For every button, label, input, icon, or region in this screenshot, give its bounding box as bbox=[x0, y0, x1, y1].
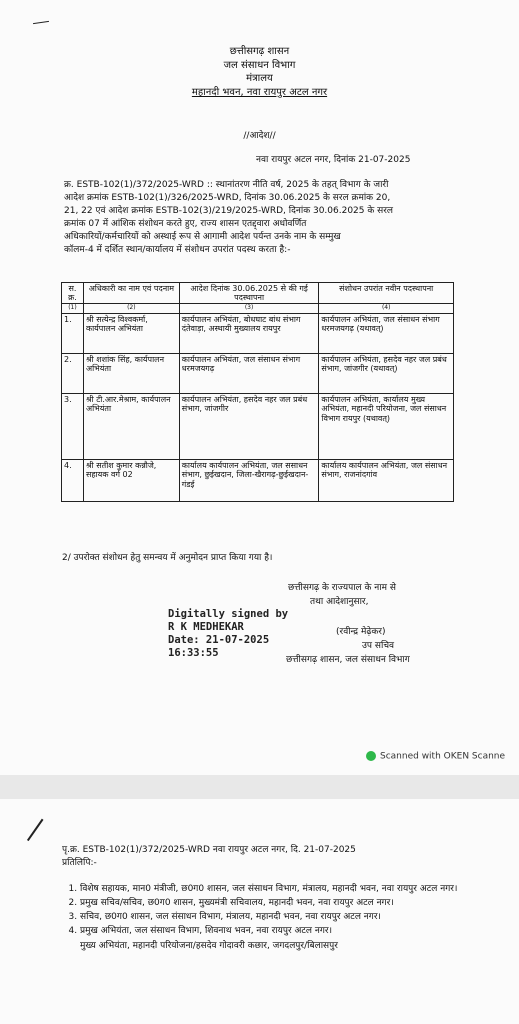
body-line: क्रमांक 07 में आंशिक संशोधन करते हुए, राज्य शासन एतद्द्वारा अधोवर्णित bbox=[64, 219, 307, 229]
signature-line: 16:33:55 bbox=[168, 647, 219, 660]
column-header: संशोधन उपरांत नवीन पदस्थापना bbox=[319, 283, 454, 304]
digital-signature bbox=[168, 608, 288, 661]
signatory-name: (रवीन्द्र मेढ़ेकर) bbox=[336, 627, 386, 637]
serial-cell: 1. bbox=[62, 314, 84, 354]
signature-line: Digitally signed by bbox=[168, 608, 289, 620]
header-department: जल संसाधन विभाग bbox=[223, 60, 296, 71]
header-state: छत्तीसगढ़ शासन bbox=[229, 46, 290, 57]
table-header-row bbox=[62, 283, 454, 304]
order-title: //आदेश// bbox=[243, 131, 276, 141]
column-number: (2) bbox=[83, 304, 179, 314]
table-row bbox=[62, 394, 454, 460]
old-post-cell: कार्यालय कार्यपालन अभियंता, जल ससाधन संभाग, छुईखदान, जिला-खैरागढ़-छुईखदान-गंडई bbox=[179, 460, 319, 502]
name-cell: श्री टी.आर.मेश्राम, कार्यपालन अभियंता bbox=[83, 394, 179, 460]
column-header: स. क्र. bbox=[62, 283, 84, 304]
pen-mark bbox=[27, 819, 43, 841]
name-cell: श्री शशांक सिंह, कार्यपालन अभियंता bbox=[83, 354, 179, 394]
table-row bbox=[62, 460, 454, 502]
old-post-cell: कार्यपालन अभियंता, बोधघाट बांध संभाग दंतेवाड़ा, अस्थायी मुख्यालय रायपुर bbox=[179, 314, 319, 354]
list-item: 3. सचिव, छ0ग0 शासन, जल संसाधन विभाग, मंत्रालय, महानदी भवन, नवा रायपुर अटल नगर। bbox=[80, 911, 500, 923]
table-row bbox=[62, 354, 454, 394]
new-post-cell: कार्यपालन अभियंता, जल संसाधन संभाग धरमजयगढ़ (यथावत्) bbox=[319, 314, 454, 354]
place-date: नवा रायपुर अटल नगर, दिनांक 21-07-2025 bbox=[256, 155, 411, 165]
body-line: 21, 22 एवं आदेश क्रमांक ESTB-102(3)/219/2025-WRD, दिनांक 30.06.2025 के सरल bbox=[64, 206, 394, 216]
body-line: अधिकारियों/कर्मचारियों को अस्थाई रूप से आगामी आदेश पर्यन्त उनके नाम के सम्मुख bbox=[64, 232, 341, 242]
scanner-label: Scanned with OKEN Scanne bbox=[380, 751, 506, 762]
signature-line: R K MEDHEKAR bbox=[168, 621, 244, 634]
approval-paragraph: 2/ उपरोक्त संशोधन हेतु समन्वय में अनुमोदन प्राप्त किया गया है। bbox=[62, 553, 273, 563]
name-cell: श्री सतीश कुमार कन्नौजे, सहायक वर्ग 02 bbox=[83, 460, 179, 502]
list-item: 1. विशेष सहायक, मान0 मंत्रीजी, छ0ग0 शासन, जल संसाधन विभाग, मंत्रालय, महानदी भवन, नवा रायपुर अटल नगर। bbox=[80, 883, 500, 895]
column-number: (1) bbox=[62, 304, 84, 314]
column-header: अधिकारी का नाम एवं पदनाम bbox=[83, 283, 179, 304]
oken-logo-icon bbox=[366, 751, 376, 761]
serial-cell: 2. bbox=[62, 354, 84, 394]
new-post-cell: कार्यपालन अभियंता, हसदेव नहर जल प्रबंध संभाग, जांजगीर (यथावत्) bbox=[319, 354, 454, 394]
table-row bbox=[62, 314, 454, 354]
old-post-cell: कार्यपालन अभियंता, हसदेव नहर जल प्रबंध संभाग, जांजगीर bbox=[179, 394, 319, 460]
body-line: कॉलम-4 में दर्शित स्थान/कार्यालय में संशोधन उपरांत पदस्थ करता है:- bbox=[64, 245, 291, 255]
governor-line: छत्तीसगढ़ के राज्यपाल के नाम से bbox=[288, 583, 396, 593]
governor-line: तथा आदेशानुसार, bbox=[310, 597, 369, 607]
copy-heading: प्रतिलिपि:- bbox=[62, 858, 97, 868]
column-number: (3) bbox=[179, 304, 319, 314]
posting-table bbox=[61, 282, 454, 502]
signature-line: Date: 21-07-2025 bbox=[168, 634, 270, 647]
page-gap bbox=[0, 775, 519, 799]
new-post-cell: कार्यालय कार्यपालन अभियंता, जल संसाधन संभाग, राजनांदगांव bbox=[319, 460, 454, 502]
header-address: महानदी भवन, नवा रायपुर अटल नगर bbox=[191, 87, 328, 98]
signatory-department: छत्तीसगढ़ शासन, जल संसाधन विभाग bbox=[286, 655, 410, 665]
body-line: क्र. ESTB-102(1)/372/2025-WRD :: स्थानांतरण नीति वर्ष, 2025 के तहत् विभाग के जारी bbox=[64, 180, 389, 190]
copy-list bbox=[62, 883, 500, 954]
scanner-watermark bbox=[366, 751, 505, 762]
header-ministry: मंत्रालय bbox=[246, 73, 273, 84]
old-post-cell: कार्यपालन अभियंता, जल संसाधन संभाग धरमजयगढ़ bbox=[179, 354, 319, 394]
list-item: 4. प्रमुख अभियंता, जल संसाधन विभाग, शिवनाथ भवन, नवा रायपुर अटल नगर। bbox=[80, 925, 500, 937]
pen-mark bbox=[33, 21, 49, 24]
signatory-designation: उप सचिव bbox=[362, 641, 395, 651]
reference-line: पृ.क्र. ESTB-102(1)/372/2025-WRD नवा रायपुर अटल नगर, दि. 21-07-2025 bbox=[62, 845, 356, 855]
column-header: आदेश दिनांक 30.06.2025 से की गई पदस्थापना bbox=[179, 283, 319, 304]
name-cell: श्री सत्येन्द्र विश्वकर्मा, कार्यपालन अभियंता bbox=[83, 314, 179, 354]
new-post-cell: कार्यपालन अभियंता, कार्यालय मुख्य अभियंता, महानदी परियोजना, जल संसाधन विभाग रायपुर (यथावत्) bbox=[319, 394, 454, 460]
serial-cell: 3. bbox=[62, 394, 84, 460]
column-number-row bbox=[62, 304, 454, 314]
body-line: आदेश क्रमांक ESTB-102(1)/326/2025-WRD, दिनांक 30.06.2025 के सरल क्रमांक 20, bbox=[64, 193, 391, 203]
column-number: (4) bbox=[319, 304, 454, 314]
list-item: 5. मुख्य अभियंता, महानदी परियोजना/हसदेव गोदावरी कछार, जगदलपुर/बिलासपुर bbox=[80, 940, 500, 952]
list-item: 2. प्रमुख सचिव/सचिव, छ0ग0 शासन, मुख्यमंत्री सचिवालय, महानदी भवन, नवा रायपुर अटल नगर। bbox=[80, 897, 500, 909]
serial-cell: 4. bbox=[62, 460, 84, 502]
